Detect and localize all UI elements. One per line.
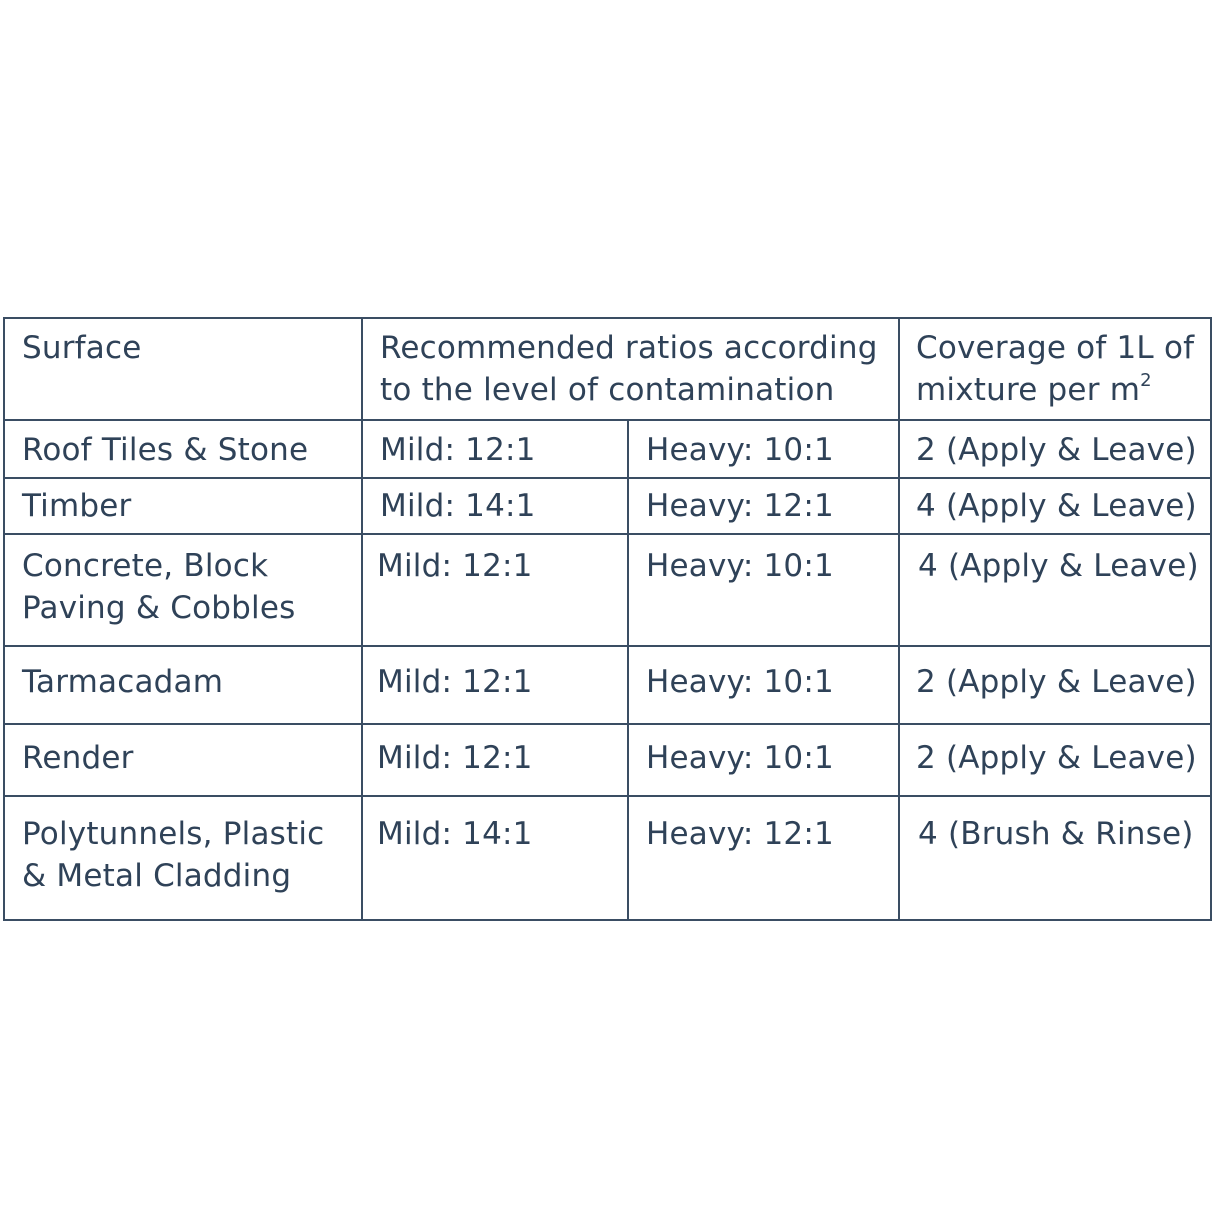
mild-cell: Mild: 12:1 <box>362 646 628 724</box>
heavy-cell: Heavy: 10:1 <box>628 420 899 478</box>
header-coverage-text: Coverage of 1L of mixture per m <box>916 330 1195 408</box>
coverage-cell: 4 (Brush & Rinse) <box>899 796 1211 920</box>
surface-cell: Timber <box>4 478 362 534</box>
table-row <box>4 646 1211 724</box>
surface-cell: Tarmacadam <box>4 646 362 724</box>
surface-cell: Render <box>4 724 362 796</box>
table-row <box>4 534 1211 646</box>
mild-cell: Mild: 14:1 <box>362 796 628 920</box>
coverage-cell: 4 (Apply & Leave) <box>899 534 1211 646</box>
header-coverage <box>899 318 1211 420</box>
heavy-cell: Heavy: 12:1 <box>628 478 899 534</box>
heavy-cell: Heavy: 10:1 <box>628 646 899 724</box>
table-row <box>4 724 1211 796</box>
heavy-cell: Heavy: 12:1 <box>628 796 899 920</box>
coverage-cell: 2 (Apply & Leave) <box>899 420 1211 478</box>
header-coverage-sup: 2 <box>1140 370 1152 391</box>
coverage-cell: 2 (Apply & Leave) <box>899 646 1211 724</box>
mild-cell: Mild: 12:1 <box>362 420 628 478</box>
mild-cell: Mild: 12:1 <box>362 534 628 646</box>
dilution-table <box>3 317 1212 921</box>
surface-cell: Polytunnels, Plastic & Metal Cladding <box>4 796 362 920</box>
header-ratios: Recommended ratios according to the level of contamination <box>362 318 899 420</box>
surface-cell: Concrete, Block Paving & Cobbles <box>4 534 362 646</box>
mild-cell: Mild: 12:1 <box>362 724 628 796</box>
mild-cell: Mild: 14:1 <box>362 478 628 534</box>
table-row <box>4 796 1211 920</box>
heavy-cell: Heavy: 10:1 <box>628 534 899 646</box>
table-row <box>4 478 1211 534</box>
header-surface: Surface <box>4 318 362 420</box>
table-row <box>4 420 1211 478</box>
header-row <box>4 318 1211 420</box>
coverage-cell: 4 (Apply & Leave) <box>899 478 1211 534</box>
coverage-cell: 2 (Apply & Leave) <box>899 724 1211 796</box>
surface-cell: Roof Tiles & Stone <box>4 420 362 478</box>
heavy-cell: Heavy: 10:1 <box>628 724 899 796</box>
